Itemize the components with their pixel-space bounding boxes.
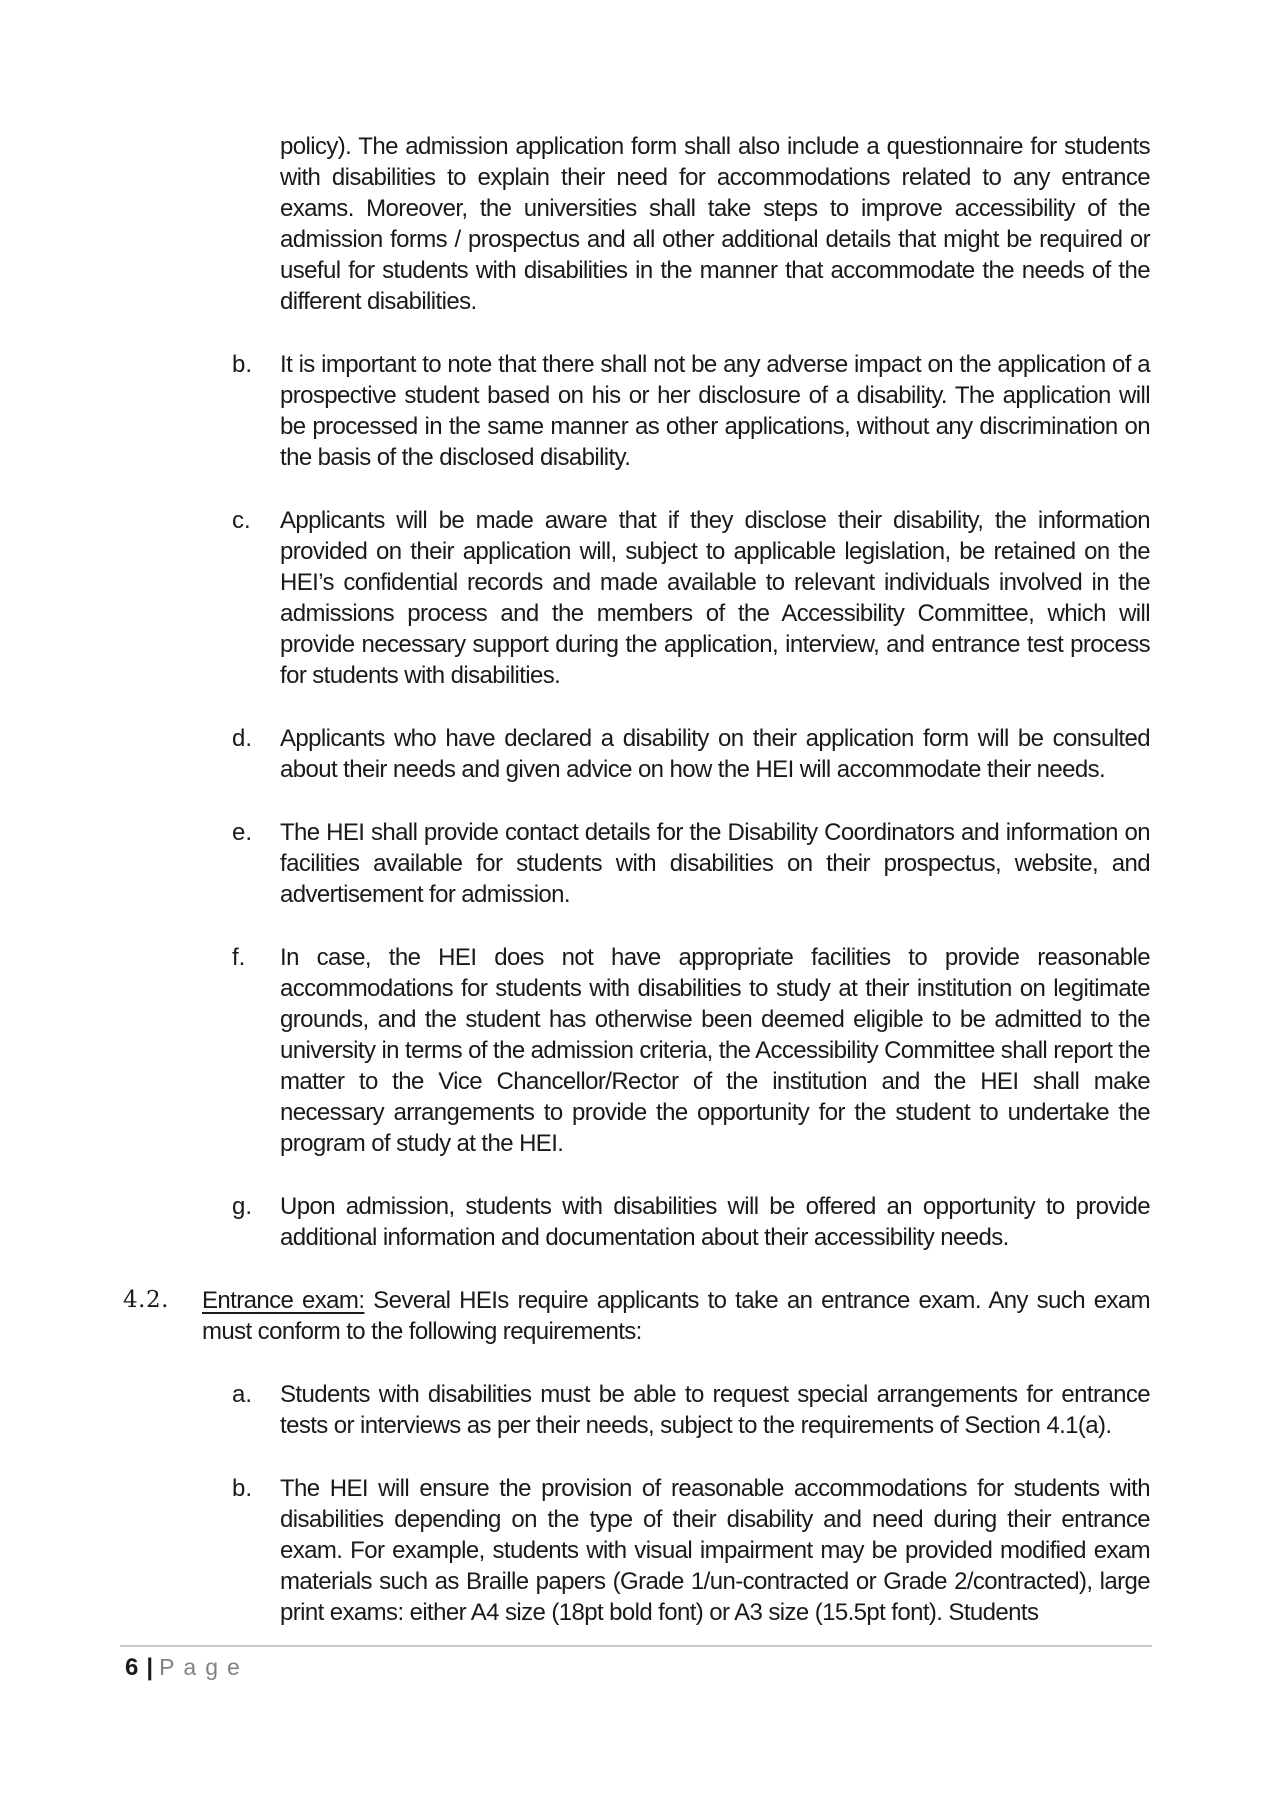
item-text: In case, the HEI does not have appropriate facilities to provide reasonable accommodations for students with disabilities to study at their institution on legitimate grounds, and the student has otherwise been deemed eligible to be admitted to the university in terms of the admission criteria, the Accessibility Committee shall report the matter to the Vice Chancellor/Rector of the institution and the HEI shall make necessary arrangements to provide the opportunity for the student to undertake the program of study at the HEI. bbox=[280, 944, 1150, 1157]
paragraph-intro: policy). The admission application form shall also include a questionnaire for students with disabilities to explain their need for accommodations related to any entrance exams. Moreover, the universities shall take steps to improve accessibility of the admission forms / prospectus and all other additional details that might be required or useful for students with disabilities in the manner that accommodate the needs of the different disabilities. bbox=[280, 133, 1150, 315]
item-label: b. bbox=[232, 1475, 253, 1502]
item-label: a. bbox=[232, 1381, 253, 1408]
list-item-e bbox=[232, 817, 1150, 910]
item-text: Students with disabilities must be able to request special arrangements for entrance tests or interviews as per their needs, subject to the requirements of Section 4.1(a). bbox=[280, 1381, 1150, 1439]
section-4-2 bbox=[123, 1285, 1151, 1347]
item-label: f. bbox=[232, 944, 246, 971]
list-item-g bbox=[232, 1191, 1150, 1253]
section-number: 4.2. bbox=[123, 1287, 169, 1313]
item-label: c. bbox=[232, 507, 251, 534]
list-item-b bbox=[232, 349, 1150, 473]
page-footer bbox=[125, 1652, 249, 1683]
footer-rule bbox=[120, 1645, 1152, 1647]
item-label: d. bbox=[232, 725, 253, 752]
list-item-d bbox=[232, 723, 1150, 785]
sub-item-b bbox=[232, 1473, 1150, 1628]
item-text: It is important to note that there shall not be any adverse impact on the application of a prospective student based on his or her disclosure of a disability. The application will be processed in the same manner as other applications, without any discrimination on the basis of the disclosed disability. bbox=[280, 351, 1150, 471]
item-text: Applicants who have declared a disability on their application form will be consulted about their needs and given advice on how the HEI will accommodate their needs. bbox=[280, 725, 1150, 783]
page-label: Page bbox=[159, 1654, 249, 1680]
list-item-f bbox=[232, 942, 1150, 1159]
section-heading-underlined: Entrance exam: bbox=[202, 1287, 365, 1314]
sub-item-a bbox=[232, 1379, 1150, 1441]
item-label: g. bbox=[232, 1193, 253, 1220]
section-text: Several HEIs require applicants to take an entrance exam. Any such exam must conform to the following requirements: bbox=[202, 1287, 1151, 1345]
item-text: Upon admission, students with disabilities will be offered an opportunity to provide additional information and documentation about their accessibility needs. bbox=[280, 1193, 1150, 1251]
item-text: The HEI shall provide contact details for the Disability Coordinators and information on facilities available for students with disabilities on their prospectus, website, and advertisement for admission. bbox=[280, 819, 1150, 908]
item-label: e. bbox=[232, 819, 253, 846]
page-number: 6 bbox=[125, 1654, 139, 1681]
list-item-c bbox=[232, 505, 1150, 691]
item-text: Applicants will be made aware that if they disclose their disability, the information provided on their application will, subject to applicable legislation, be retained on the HEI’s confidential records and made available to relevant individuals involved in the admissions process and the members of the Accessibility Committee, which will provide necessary support during the application, interview, and entrance test process for students with disabilities. bbox=[280, 507, 1150, 689]
footer-separator: | bbox=[146, 1654, 154, 1681]
item-text: The HEI will ensure the provision of reasonable accommodations for students with disabilities depending on the type of their disability and need during their entrance exam. For example, students with visual impairment may be provided modified exam materials such as Braille papers (Grade 1/un-contracted or Grade 2/contracted), large print exams: either A4 size (18pt bold font) or A3 size (15.5pt font). Students bbox=[280, 1475, 1150, 1626]
item-label: b. bbox=[232, 351, 253, 378]
